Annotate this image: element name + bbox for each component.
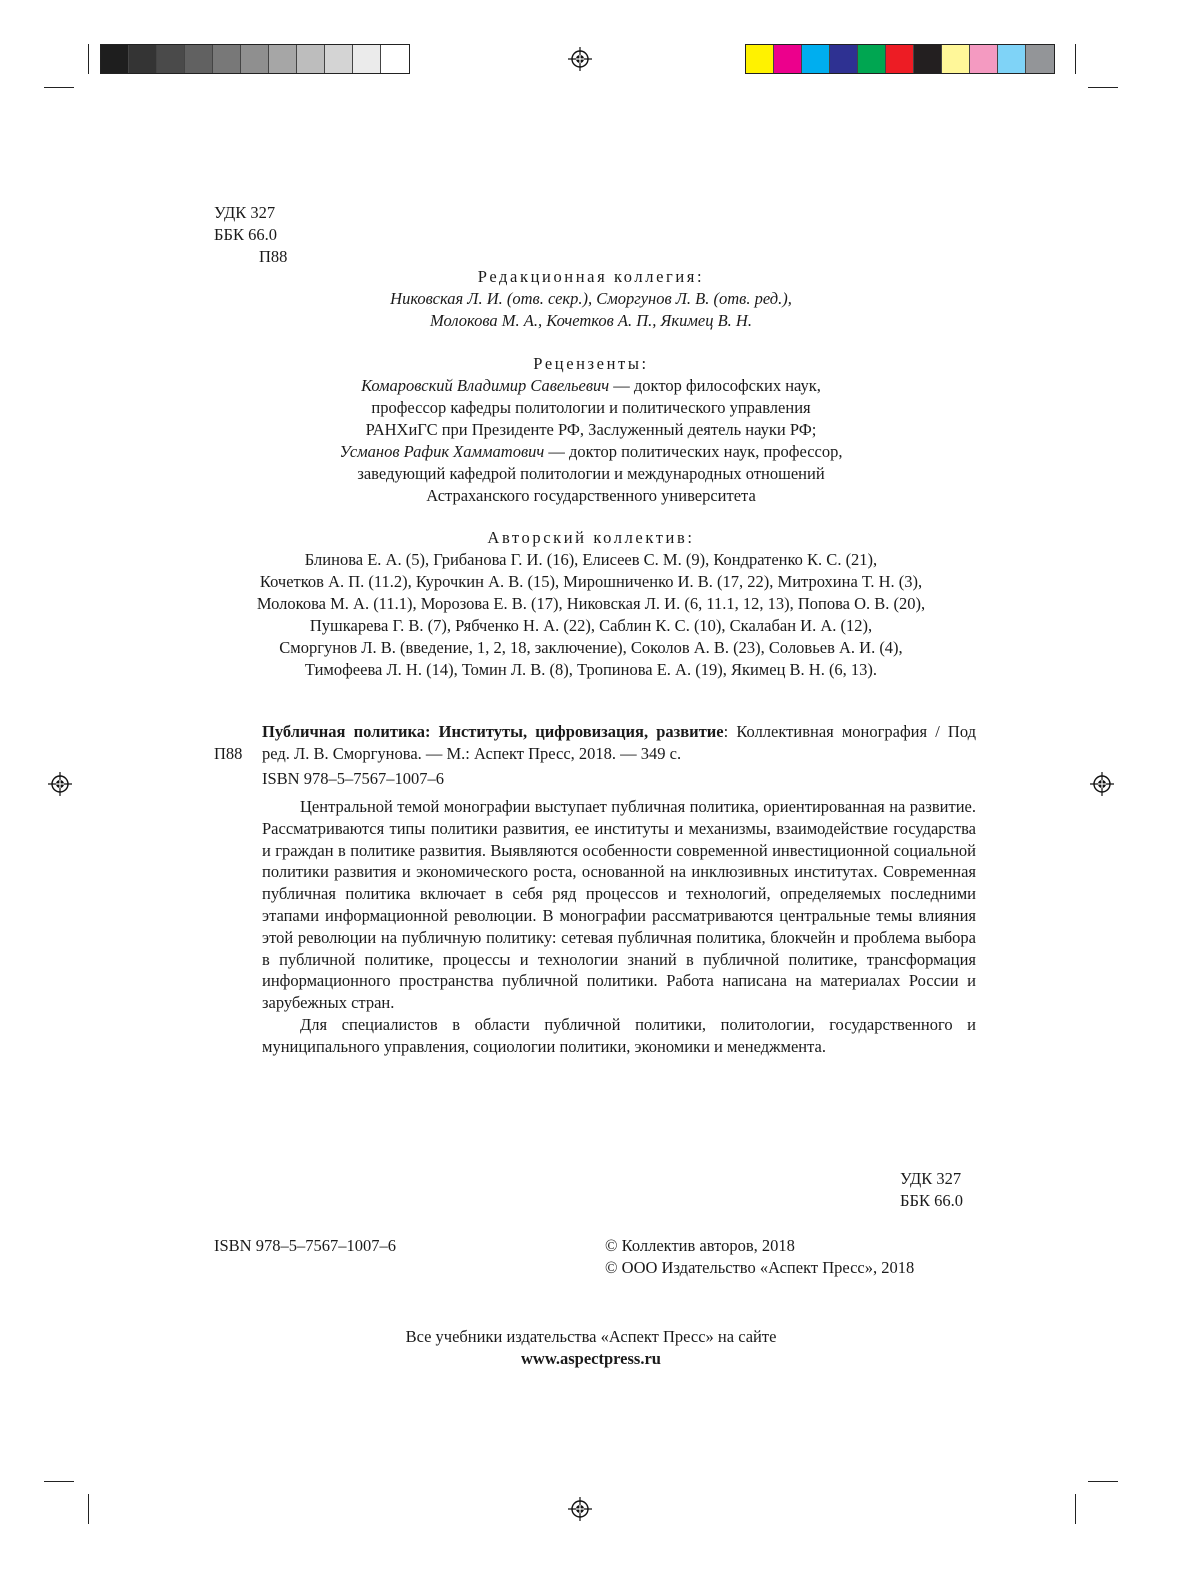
- gray-swatch: [185, 45, 213, 73]
- gray-swatch: [241, 45, 269, 73]
- gray-swatch: [213, 45, 241, 73]
- color-swatch: [998, 45, 1026, 73]
- reviewer-name: Усманов Рафик Хамматович: [339, 442, 545, 461]
- color-swatch: [774, 45, 802, 73]
- reviewers-heading: Рецензенты:: [533, 354, 649, 373]
- author-code-top: П88: [259, 247, 288, 266]
- annotation: [262, 796, 976, 1058]
- color-bar: [745, 44, 1055, 74]
- crop-mark: [1088, 87, 1118, 88]
- publisher-website-link[interactable]: www.aspectpress.ru: [521, 1349, 661, 1368]
- crop-mark: [1075, 1494, 1076, 1524]
- authors-line: Блинова Е. А. (5), Грибанова Г. И. (16), Елисеев С. М. (9), Кондратенко К. С. (21),: [304, 550, 878, 569]
- registration-mark-icon: [48, 772, 72, 796]
- color-swatch: [830, 45, 858, 73]
- authors-line: Тимофеева Л. Н. (14), Томин Л. В. (8), Тропинова Е. А. (19), Якимец В. Н. (6, 13).: [304, 660, 878, 679]
- bbk-top: ББК 66.0: [214, 225, 277, 244]
- authors-line: Пушкарева Г. В. (7), Рябченко Н. А. (22), Саблин К. С. (10), Скалабан И. А. (12),: [309, 616, 873, 635]
- bbk-bottom: ББК 66.0: [900, 1191, 963, 1210]
- reviewer-line: Астраханского государственного университета: [426, 486, 756, 505]
- editorial-board-heading: Редакционная коллегия:: [477, 267, 705, 286]
- registration-mark-icon: [1090, 772, 1114, 796]
- grayscale-bar: [100, 44, 410, 74]
- reviewer-line: РАНХиГС при Президенте РФ, Заслуженный деятель науки РФ;: [365, 420, 817, 439]
- copyright-line: © Коллектив авторов, 2018: [605, 1236, 795, 1255]
- udk-bottom: УДК 327: [900, 1169, 962, 1188]
- bibliographic-line: ред. Л. В. Сморгунова. — М.: Аспект Пресс, 2018. — 349 с.: [262, 744, 682, 763]
- bibliographic-line: [262, 721, 976, 743]
- color-swatch: [858, 45, 886, 73]
- registration-mark-icon: [568, 47, 592, 71]
- reviewer-title: — доктор философских наук,: [609, 376, 821, 395]
- color-swatch: [802, 45, 830, 73]
- color-swatch: [746, 45, 774, 73]
- gray-swatch: [297, 45, 325, 73]
- gray-swatch: [101, 45, 129, 73]
- gray-swatch: [129, 45, 157, 73]
- color-swatch: [970, 45, 998, 73]
- color-swatch: [886, 45, 914, 73]
- gray-swatch: [353, 45, 381, 73]
- isbn-bottom: ISBN 978–5–7567–1007–6: [214, 1236, 396, 1255]
- annotation-paragraph: Центральной темой монографии выступает публичная политика, ориентированная на развитие. Рассматриваются типы политики развития, ее институты и механизмы, взаимодействие государства и граждан в политике развития. Выявляются особенности современной инвестиционной социальной политики развития и экономического роста, основанной на инклюзивных институтах. Современная публичная политика включает в себя ряд процессов и технологий, определяемых последними этапами информационной революции. В монографии рассматриваются центральные темы влияния этой революции на публичную политику: сетевая публичная политика, блокчейн и проблема выбора в публичной политике, процессы и технологии знаний в публичной политике, трансформация информационного пространства публичной политики. Работа написана на материалах России и зарубежных стран.: [262, 797, 976, 1013]
- color-swatch: [942, 45, 970, 73]
- gray-swatch: [269, 45, 297, 73]
- gray-swatch: [157, 45, 185, 73]
- authors-line: Сморгунов Л. В. (введение, 1, 2, 18, заключение), Соколов А. В. (23), Соловьев А. И. (4),: [279, 638, 903, 657]
- gray-swatch: [325, 45, 353, 73]
- registration-mark-icon: [568, 1497, 592, 1521]
- authors-heading: Авторский коллектив:: [487, 528, 695, 547]
- crop-mark: [88, 44, 89, 74]
- reviewer-line: [0, 375, 1182, 397]
- editorial-board-line: Молокова М. А., Кочетков А. П., Якимец В. Н.: [430, 311, 752, 330]
- gray-swatch: [381, 45, 409, 73]
- crop-mark: [1088, 1481, 1118, 1482]
- reviewer-line: [0, 441, 1182, 463]
- author-code: П88: [214, 744, 243, 763]
- book-title: Публичная политика: Институты, цифровизация, развитие: [262, 722, 724, 741]
- isbn-record: ISBN 978–5–7567–1007–6: [262, 769, 444, 788]
- reviewer-line: профессор кафедры политологии и политического управления: [371, 398, 811, 417]
- reviewer-line: заведующий кафедрой политологии и международных отношений: [357, 464, 825, 483]
- crop-mark: [44, 1481, 74, 1482]
- authors-line: Кочетков А. П. (11.2), Курочкин А. В. (15), Мирошниченко И. В. (17, 22), Митрохина Т. Н. (3),: [259, 572, 923, 591]
- crop-mark: [1075, 44, 1076, 74]
- footer-text: Все учебники издательства «Аспект Пресс» на сайте: [405, 1327, 777, 1346]
- book-subtitle: : Коллективная монография / Под: [723, 722, 977, 741]
- annotation-paragraph: Для специалистов в области публичной политики, политологии, государственного и муниципального управления, социологии политики, экономики и менеджмента.: [262, 1014, 976, 1056]
- crop-mark: [88, 1494, 89, 1524]
- reviewer-title: — доктор политических наук, профессор,: [544, 442, 843, 461]
- color-swatch: [1026, 45, 1054, 73]
- udk-top: УДК 327: [214, 203, 276, 222]
- reviewer-name: Комаровский Владимир Савельевич: [361, 376, 610, 395]
- authors-line: Молокова М. А. (11.1), Морозова Е. В. (17), Никовская Л. И. (6, 11.1, 12, 13), Попова О. В. (20),: [256, 594, 926, 613]
- editorial-board-line: Никовская Л. И. (отв. секр.), Сморгунов Л. В. (отв. ред.),: [390, 289, 792, 308]
- color-swatch: [914, 45, 942, 73]
- copyright-line: © ООО Издательство «Аспект Пресс», 2018: [605, 1258, 915, 1277]
- crop-mark: [44, 87, 74, 88]
